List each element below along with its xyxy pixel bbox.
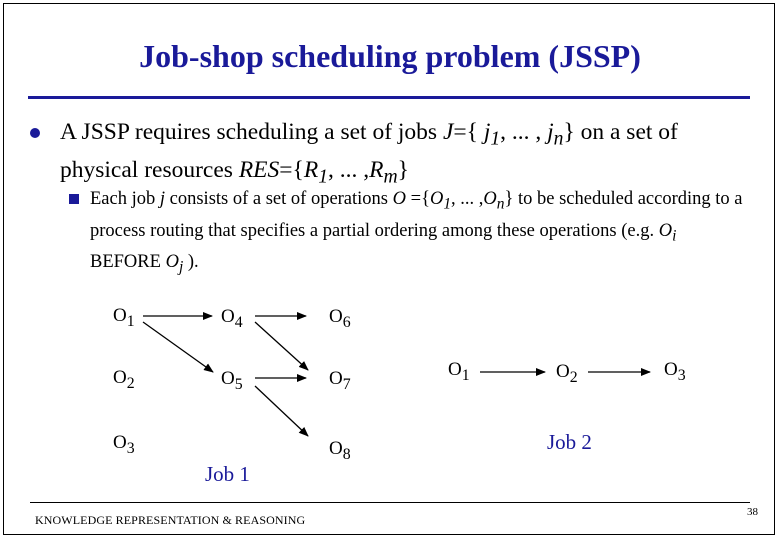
job2-node-o1: $O_1$ bbox=[448, 359, 470, 384]
job2-label: Job 2 bbox=[547, 430, 592, 454]
job1-label: Job 1 bbox=[205, 462, 250, 486]
arrow-o1-o5 bbox=[143, 322, 213, 372]
slide-title: Job-shop scheduling problem (JSSP) bbox=[139, 38, 641, 74]
footer-rule bbox=[30, 502, 750, 503]
arrow-o4-o7 bbox=[255, 322, 308, 370]
job1-node-o5: $O_5$ bbox=[221, 368, 243, 393]
job2-node-o2: $O_2$ bbox=[556, 361, 578, 386]
job1-node-o3: $O_3$ bbox=[113, 432, 135, 457]
job2-node-o3: $O_3$ bbox=[664, 359, 686, 384]
job1-node-o4: $O_4$ bbox=[221, 306, 243, 331]
job1-node-o2: $O_2$ bbox=[113, 367, 135, 392]
page-number: 38 bbox=[747, 506, 758, 518]
job1-node-o8: $O_8$ bbox=[329, 438, 351, 463]
bullet-main-text: A JSSP requires scheduling a set of jobs J={ $j_1$, ... , $j_n$} on a set of physical resources $RES=\{R_1$, ... $,R_m$} bbox=[60, 119, 678, 188]
footer-text: KNOWLEDGE REPRESENTATION & REASONING bbox=[35, 513, 306, 527]
job1-node-o6: $O_6$ bbox=[329, 306, 351, 331]
job1-node-o1: $O_1$ bbox=[113, 305, 135, 330]
arrow-o5-o8 bbox=[255, 386, 308, 436]
bullet-sub-text: Each job j consists of a set of operations $O =\{O_1$, ... $,O_n$} to be scheduled according to a process routing that specifies a partial ordering among these operations (e.g. $O_i$ BEFORE $O_j$ ). bbox=[90, 189, 743, 277]
job1-node-o7: $O_7$ bbox=[329, 368, 351, 393]
